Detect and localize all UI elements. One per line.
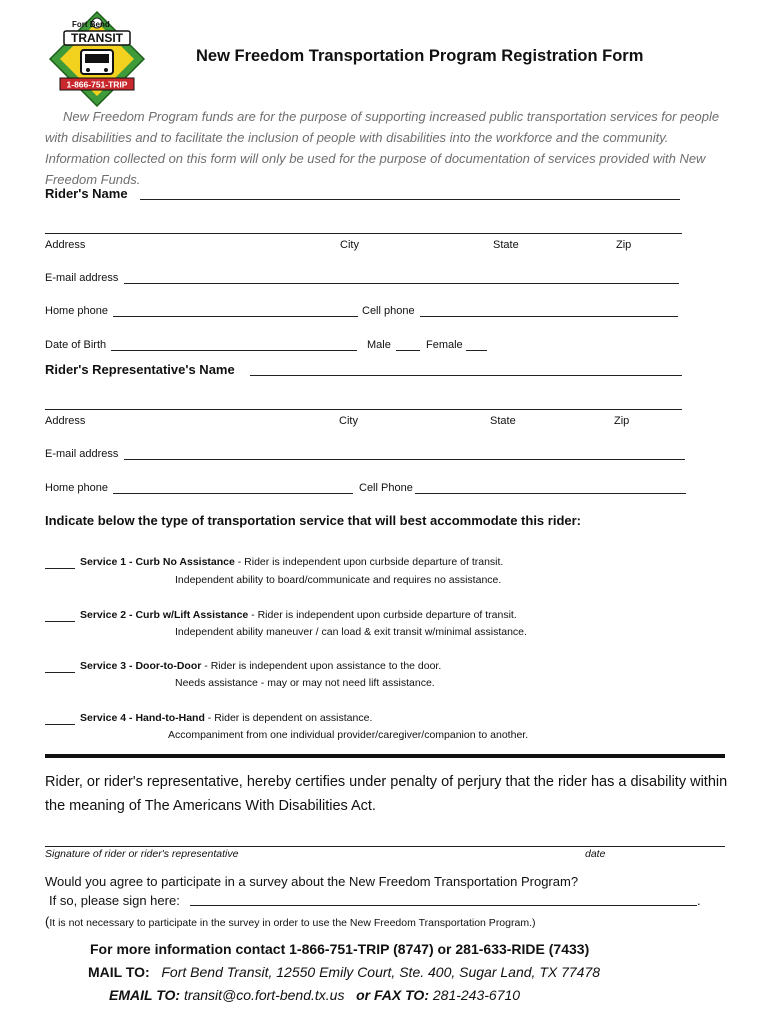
email-fax-line	[109, 987, 520, 1003]
service-3-checkbox[interactable]	[45, 661, 75, 673]
email-address-link[interactable]: transit@co.fort-bend.tx.us	[183, 987, 345, 1003]
rep-email-label: E-mail address	[45, 448, 119, 460]
signature-caption: Signature of rider or rider's representative	[45, 848, 239, 860]
riders-name-field[interactable]	[140, 185, 680, 200]
service-2-checkbox[interactable]	[45, 610, 75, 622]
rider-home-phone-label: Home phone	[45, 305, 108, 317]
intro-text: New Freedom Program funds are for the purpose of supporting increased public transportation services for people with disabilities and to facilitate the inclusion of people with disabilities into the workforce and the community. Information collected on this form will only be used for the purpose of documentation of services provided with New Freedom Funds.	[45, 109, 720, 187]
survey-period: .	[697, 893, 701, 908]
rider-home-phone-field[interactable]	[113, 304, 358, 317]
intro-paragraph	[45, 106, 725, 190]
service-3-desc2: Needs assistance - may or may not need lift assistance.	[175, 677, 435, 689]
rep-home-phone-field[interactable]	[113, 481, 353, 494]
signature-date-caption: date	[585, 848, 606, 860]
rider-male-field[interactable]	[396, 338, 420, 351]
service-1-line1	[80, 556, 503, 568]
rider-zip-label: Zip	[616, 239, 632, 251]
rider-address-field[interactable]	[45, 221, 682, 234]
service-4-desc2: Accompaniment from one individual provider/caregiver/companion to another.	[168, 729, 529, 741]
email-to-label: EMAIL TO:	[109, 987, 181, 1003]
rider-female-field[interactable]	[466, 338, 487, 351]
survey-note-text: It is not necessary to participate in the survey in order to use the New Freedom Transportation Program.)	[49, 917, 536, 929]
survey-note-paren: (	[45, 914, 50, 929]
rider-cell-phone-label: Cell phone	[362, 305, 415, 317]
rider-cell-phone-field[interactable]	[420, 304, 678, 317]
service-4-desc: - Rider is dependent on assistance.	[204, 712, 373, 724]
certification-text: Rider, or rider's representative, hereby certifies under penalty of perjury that the rider has a disability within the meaning of The Americans With Disabilities Act.	[45, 774, 728, 814]
fort-bend-transit-logo	[48, 10, 146, 108]
survey-sign-label: If so, please sign here:	[49, 893, 180, 908]
service-2-name: Service 2 - Curb w/Lift Assistance	[80, 609, 249, 621]
rep-home-phone-label: Home phone	[45, 482, 108, 494]
fax-number: 281-243-6710	[432, 987, 521, 1003]
fax-to-label: or FAX TO:	[356, 987, 429, 1003]
service-2-desc: - Rider is independent upon curbside departure of transit.	[248, 609, 517, 621]
service-3-line1	[80, 660, 441, 672]
page-title: New Freedom Transportation Program Registration Form	[196, 47, 644, 65]
rider-city-label: City	[340, 239, 359, 251]
rep-address-field[interactable]	[45, 397, 682, 410]
service-2-line1	[80, 609, 517, 621]
services-heading: Indicate below the type of transportation service that will best accommodate this rider:	[45, 513, 582, 528]
service-1-desc2: Independent ability to board/communicate and requires no assistance.	[175, 574, 502, 586]
rep-name-label: Rider's Representative's Name	[45, 362, 235, 377]
mail-to-address: Fort Bend Transit, 12550 Emily Court, Ste. 400, Sugar Land, TX 77478	[161, 964, 601, 980]
rep-address-label: Address	[45, 415, 86, 427]
logo-name: TRANSIT	[71, 31, 123, 45]
rider-email-field[interactable]	[124, 271, 679, 284]
rep-email-field[interactable]	[124, 447, 685, 460]
service-1-desc: - Rider is independent upon curbside departure of transit.	[234, 556, 504, 568]
service-4-checkbox[interactable]	[45, 713, 75, 725]
section-divider	[45, 754, 725, 758]
rider-state-label: State	[493, 239, 519, 251]
service-4-line1	[80, 712, 372, 724]
service-1-name: Service 1 - Curb No Assistance	[80, 556, 235, 568]
mail-to-label: MAIL TO:	[88, 964, 150, 980]
rider-dob-label: Date of Birth	[45, 339, 107, 351]
survey-question: Would you agree to participate in a survey about the New Freedom Transportation Program?	[45, 874, 579, 889]
service-1-checkbox[interactable]	[45, 557, 75, 569]
signature-field[interactable]	[45, 832, 725, 847]
riders-name-label: Rider's Name	[45, 186, 128, 201]
logo-phone: 1-866-751-TRIP	[66, 79, 128, 90]
service-3-name: Service 3 - Door-to-Door	[80, 660, 202, 672]
rider-address-label: Address	[45, 239, 86, 251]
rider-female-label: Female	[426, 339, 463, 351]
logo-top-text: Fort Bend	[72, 20, 110, 29]
contact-info: For more information contact 1-866-751-TRIP (8747) or 281-633-RIDE (7433)	[90, 941, 590, 957]
mail-to-line	[88, 964, 600, 980]
rep-zip-label: Zip	[614, 415, 630, 427]
rep-state-label: State	[490, 415, 516, 427]
rider-male-label: Male	[367, 339, 391, 351]
rider-email-label: E-mail address	[45, 272, 119, 284]
service-3-desc: - Rider is independent upon assistance to the door.	[201, 660, 442, 672]
rep-city-label: City	[339, 415, 358, 427]
rep-cell-phone-label: Cell Phone	[359, 482, 413, 494]
survey-note	[45, 914, 536, 929]
service-4-name: Service 4 - Hand-to-Hand	[80, 712, 205, 724]
rider-dob-field[interactable]	[111, 338, 357, 351]
rep-name-field[interactable]	[250, 362, 682, 376]
survey-signature-field[interactable]	[190, 892, 697, 906]
rep-cell-phone-field[interactable]	[415, 481, 686, 494]
service-2-desc2: Independent ability maneuver / can load & exit transit w/minimal assistance.	[175, 626, 527, 638]
